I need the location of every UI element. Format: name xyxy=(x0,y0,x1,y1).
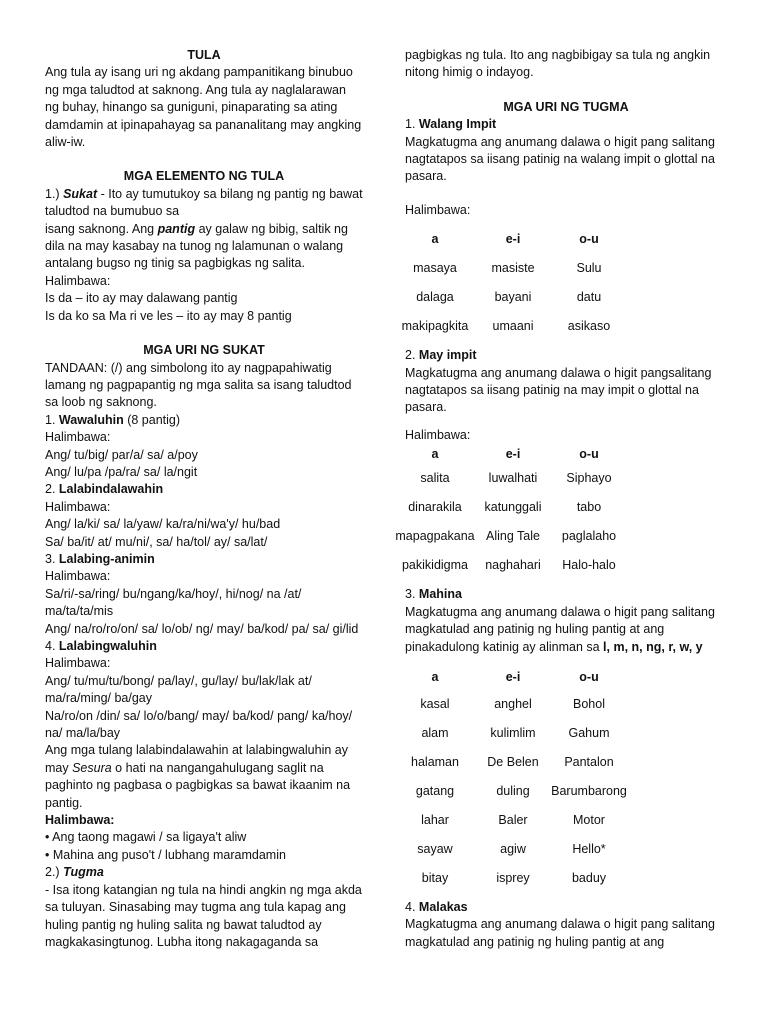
sesura-post: o hati na nangangahulugang saglit na paghinto ng pagbasa o pagbigkas sa bawat ikaanim na pantig. xyxy=(45,760,351,810)
table-cell: dalaga xyxy=(416,290,454,305)
sukat-3-example-2: Ang/ na/ro/ro/on/ sa/ lo/ob/ ng/ may/ ba/kod/ pa/ sa/ gi/lid xyxy=(45,621,359,636)
tugma-2-term: May impit xyxy=(418,348,477,363)
halimbawa-label: Halimbawa: xyxy=(45,656,111,671)
header-e-i: e-i xyxy=(505,670,521,685)
sukat-3-example-1: Sa/ri/-sa/ring/ bu/ngang/ka/hoy/, hi/nog/ na /at/ ma/ta/ta/mis xyxy=(45,586,302,619)
table-cell: lahar xyxy=(421,812,449,827)
header-e-i: e-i xyxy=(505,446,521,461)
elements-heading: MGA ELEMENTO NG TULA xyxy=(123,169,285,184)
example-line-2: Is da ko sa Ma ri ve les – ito ay may 8 pantig xyxy=(45,308,292,323)
sukat-4-number: 4. xyxy=(45,639,59,653)
table-cell: agiw xyxy=(500,841,526,856)
table-cell: Bohol xyxy=(573,696,605,711)
tugma-3-table xyxy=(393,666,629,893)
table-cell: Barumbarong xyxy=(551,783,627,798)
table-cell: kulimlim xyxy=(490,725,536,740)
tugma-term: Tugma xyxy=(63,865,104,880)
halimbawa-label: Halimbawa: xyxy=(45,569,111,584)
tugma-3-letters: l, m, n, ng, r, w, y xyxy=(603,639,703,654)
table-cell: makipagkita xyxy=(401,319,469,334)
table-cell: duling xyxy=(496,783,530,798)
table-cell: gatang xyxy=(415,783,455,798)
table-cell: baduy xyxy=(571,870,607,885)
sukat-def-1: - Ito ay tumutukoy sa bilang ng pantig ng bawat taludtod na bumubuo sa xyxy=(45,186,363,219)
sukat-number: 1.) xyxy=(45,186,60,201)
sukat-4-example-2: Na/ro/on /din/ sa/ lo/o/bang/ may/ ba/kod/ pang/ ka/hoy/ na/ ma/la/bay xyxy=(45,708,353,741)
tugma-1-term: Walang Impit xyxy=(418,117,497,132)
table-cell: alam xyxy=(421,725,449,740)
table-cell: Motor xyxy=(573,812,605,827)
table-cell: Sulu xyxy=(576,261,602,276)
sukat-2-term: Lalabindalawahin xyxy=(58,482,164,497)
uri-tugma-heading: MGA URI NG TUGMA xyxy=(503,99,629,114)
halimbawa-label: Halimbawa: xyxy=(45,273,111,288)
tugma-1-number: 1. xyxy=(405,117,419,132)
sukat-4-heading xyxy=(45,638,363,655)
table-row xyxy=(393,522,629,551)
table-cell: Gahum xyxy=(568,725,610,740)
table-cell: pakikidigma xyxy=(401,558,468,573)
sukat-3-heading xyxy=(45,551,363,568)
sukat-1-heading xyxy=(45,412,363,429)
continuation-paragraph: pagbigkas ng tula. Ito ang nagbibigay sa tula ng angkin nitong himig o indayog. xyxy=(405,48,711,80)
left-column xyxy=(45,0,363,951)
table-cell: umaani xyxy=(492,319,534,334)
table-row xyxy=(393,777,629,806)
pantig-paragraph xyxy=(45,221,363,273)
table-row xyxy=(393,864,629,893)
table-row xyxy=(393,464,629,493)
table-cell: asikaso xyxy=(567,319,611,334)
table-cell: dinarakila xyxy=(408,500,462,515)
table-row xyxy=(393,835,629,864)
table-row xyxy=(393,312,629,341)
table-cell: katunggali xyxy=(484,500,542,515)
sesura-paragraph xyxy=(45,742,363,812)
sukat-3-number: 3. xyxy=(45,551,59,566)
sukat-1-example-1: Ang/ tu/big/ par/a/ sa/ a/poy xyxy=(45,447,198,462)
halimbawa-label: Halimbawa: xyxy=(45,430,111,445)
table-cell: masaya xyxy=(413,261,457,276)
tugma-3-def-text: Magkatugma ang anumang dalawa o higit pang salitang magkatulad ang patinig ng huling pantig at ang pinakadulong katinig ay alinman sa xyxy=(405,604,715,654)
header-a: a xyxy=(431,446,439,461)
title-tula: TULA xyxy=(187,48,221,62)
sukat-2-number: 2. xyxy=(45,482,59,497)
sukat-2-example-2: Sa/ ba/it/ at/ mu/ni/, sa/ ha/tol/ ay/ sa/lat/ xyxy=(45,534,268,549)
sesura-term: Sesura xyxy=(72,760,112,775)
table-row xyxy=(393,283,629,312)
header-o-u: o-u xyxy=(579,232,599,247)
table-cell: bayani xyxy=(494,290,532,305)
tugma-2-heading xyxy=(405,347,727,364)
table-row xyxy=(393,690,629,719)
tugma-3-term: Mahina xyxy=(418,587,462,602)
sukat-4-term: Lalabingwaluhin xyxy=(58,639,157,653)
header-a: a xyxy=(431,232,439,247)
right-column xyxy=(395,0,727,951)
header-e-i: e-i xyxy=(505,232,521,247)
tugma-2-table-body xyxy=(393,464,629,580)
tugma-4-heading xyxy=(405,899,727,916)
table-cell: Halo-halo xyxy=(562,558,616,573)
bullet-item-1: • Ang taong magawi / sa ligaya't aliw xyxy=(45,829,363,846)
sukat-1-note: (8 pantig) xyxy=(123,412,181,427)
sukat-2-heading xyxy=(45,481,363,498)
tugma-4-definition: Magkatugma ang anumang dalawa o higit pang salitang magkatulad ang patinig ng huling pantig at ang xyxy=(405,917,715,949)
uri-sukat-heading: MGA URI NG SUKAT xyxy=(143,343,265,358)
tugma-number: 2.) xyxy=(45,865,60,880)
table-cell: mapagpakana xyxy=(395,529,475,544)
table-row xyxy=(393,551,629,580)
tugma-3-table-body xyxy=(393,690,629,893)
table-cell: halaman xyxy=(411,754,459,769)
pantig-term: pantig xyxy=(157,221,196,236)
tugma-2-definition: Magkatugma ang anumang dalawa o higit pangsalitang nagtatapos sa iisang patinig na may impit o glottal na pasara. xyxy=(405,365,712,415)
table-row xyxy=(393,493,629,522)
table-cell: datu xyxy=(576,290,602,305)
table-cell: salita xyxy=(420,471,450,486)
tugma-1-heading xyxy=(405,116,727,133)
sukat-1-example-2: Ang/ lu/pa /pa/ra/ sa/ la/ngit xyxy=(45,464,198,479)
tugma-1-table-body xyxy=(393,254,629,341)
sukat-term: Sukat xyxy=(63,186,98,201)
tugma-1-definition: Magkatugma ang anumang dalawa o higit pang salitang nagtatapos sa iisang patinig na walang impit o glottal na pasara. xyxy=(405,134,715,184)
intro-paragraph: Ang tula ay isang uri ng akdang pampanitikang binubuo ng mga taludtod at saknong. Ang tula ay naglalarawan ng buhay, hinango sa guniguni, pinaparating sa ating damdamin at ipinapahayag sa pananalitang may angking aliw-iw. xyxy=(45,65,362,150)
sukat-3-term: Lalabing-animin xyxy=(58,551,155,566)
table-cell: Aling Tale xyxy=(486,529,540,544)
tugma-heading xyxy=(45,864,363,881)
sukat-1-term: Wawaluhin xyxy=(58,412,124,427)
sukat-2-example-1: Ang/ la/ki/ sa/ la/yaw/ ka/ra/ni/wa'y/ hu/bad xyxy=(45,517,281,532)
table-cell: tabo xyxy=(576,500,602,515)
sukat-4-example-1: Ang/ tu/mu/tu/bong/ pa/lay/, gu/lay/ bu/lak/lak at/ ma/ra/ming/ ba/gay xyxy=(45,673,312,706)
table-cell: paglalaho xyxy=(561,529,617,544)
table-header-row xyxy=(393,444,629,464)
table-cell: Baler xyxy=(498,812,528,827)
table-cell: sayaw xyxy=(417,841,453,856)
table-header-row xyxy=(393,666,629,690)
table-header-row xyxy=(393,225,629,254)
tugma-2-table xyxy=(393,444,629,580)
tugma-definition: - Isa itong katangian ng tula na hindi angkin ng mga akda sa tuluyan. Sinasabing may tugma ang tula kapag ang huling pantig ng huling salita ng bawat taludtod ay magkakasingtunog. Lubha itong nakagaganda sa xyxy=(45,882,362,949)
tugma-4-term: Malakas xyxy=(418,899,468,914)
sukat-1-number: 1. xyxy=(45,412,59,427)
halimbawa-label: Halimbawa: xyxy=(405,427,471,442)
table-cell: Hello* xyxy=(572,841,606,856)
tugma-3-definition xyxy=(405,604,727,656)
tugma-3-number: 3. xyxy=(405,587,419,602)
table-cell: Siphayo xyxy=(566,471,612,486)
table-cell: bitay xyxy=(421,870,449,885)
header-o-u: o-u xyxy=(579,670,599,685)
header-a: a xyxy=(431,670,439,685)
table-row xyxy=(393,806,629,835)
table-cell: naghahari xyxy=(485,558,541,573)
table-cell: kasal xyxy=(420,696,450,711)
tugma-4-number: 4. xyxy=(405,899,419,914)
sukat-def-2-post: ay galaw ng bibig, saltik ng dila na may kasabay na tunog ng lalamunan o walang antalang bugso ng tinig sa pagbigkas ng salita. xyxy=(45,221,348,271)
header-o-u: o-u xyxy=(579,446,599,461)
tugma-2-number: 2. xyxy=(405,348,419,363)
tugma-1-table xyxy=(393,225,629,341)
tugma-3-heading xyxy=(405,586,727,603)
sukat-def-2-pre: isang saknong. Ang xyxy=(45,221,158,236)
table-cell: masiste xyxy=(491,261,535,276)
bullet-item-2: • Mahina ang puso't / lubhang maramdamin xyxy=(45,847,363,864)
halimbawa-label: Halimbawa: xyxy=(405,202,471,217)
table-row xyxy=(393,254,629,283)
sesura-pre: Ang mga tulang lalabindalawahin at lalabingwaluhin ay may xyxy=(45,743,348,775)
table-cell: De Belen xyxy=(487,754,539,769)
example-line-1: Is da – ito ay may dalawang pantig xyxy=(45,291,238,306)
sukat-paragraph xyxy=(45,186,363,221)
table-row xyxy=(393,719,629,748)
halimbawa-bold-label: Halimbawa: xyxy=(45,813,115,828)
tandaan-paragraph: TANDAAN: (/) ang simbolong ito ay nagpapahiwatig lamang ng pagpapantig ng mga salita sa isang taludtod sa loob ng saknong. xyxy=(45,360,352,410)
table-row xyxy=(393,748,629,777)
table-cell: anghel xyxy=(494,696,532,711)
table-cell: isprey xyxy=(496,870,530,885)
halimbawa-label: Halimbawa: xyxy=(45,499,111,514)
table-cell: Pantalon xyxy=(564,754,614,769)
table-cell: luwalhati xyxy=(488,471,538,486)
